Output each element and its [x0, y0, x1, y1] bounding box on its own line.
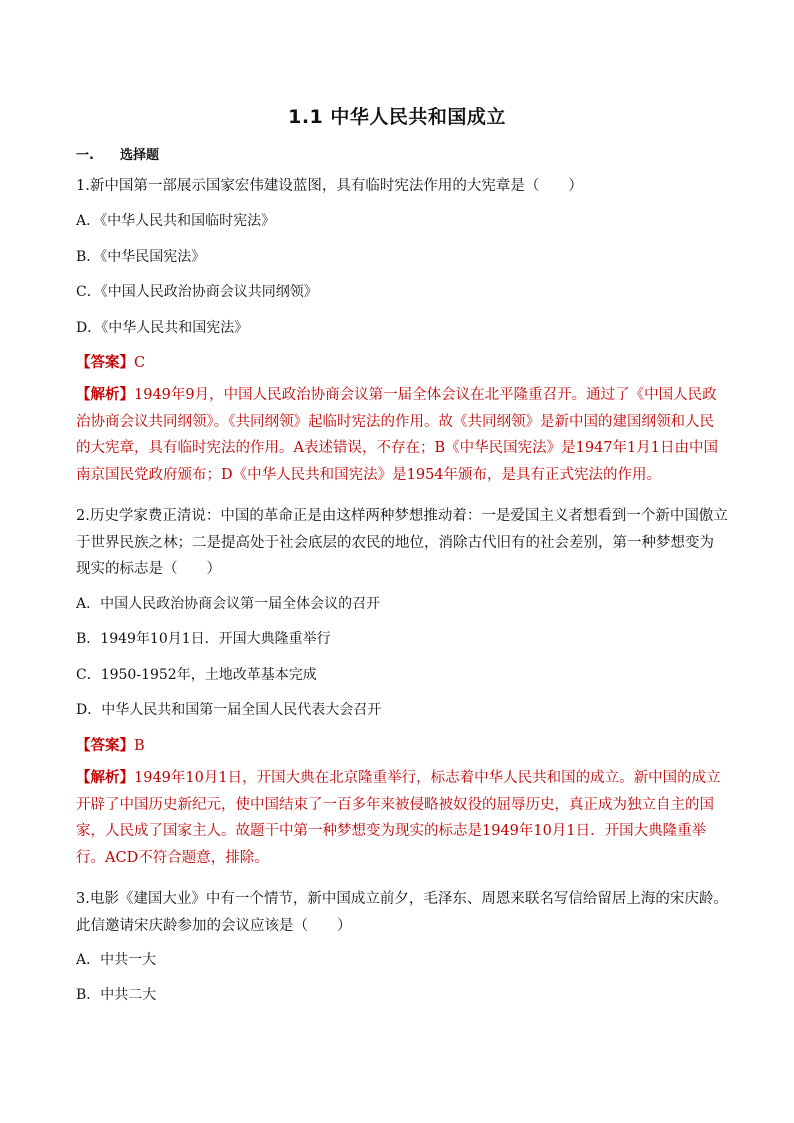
question-3-option-b: B．中共二大 [76, 987, 157, 1003]
question-1-option-a: A．《中华人民共和国临时宪法》 [76, 213, 276, 229]
question-2-option-c: C．1950-1952年，土地改革基本完成 [76, 667, 317, 683]
question-1-analysis [76, 382, 728, 488]
page-title: 1.1 中华人民共和国成立 [288, 106, 506, 128]
question-1-option-b: B．《中华民国宪法》 [76, 249, 206, 265]
question-3-option-a: A．中共一大 [76, 952, 157, 968]
question-2-analysis [76, 765, 728, 871]
question-2-option-b: B．1949年10月1日．开国大典隆重举行 [76, 631, 331, 647]
answer-tag: 【答案】 [76, 354, 134, 371]
section-number: 一. [76, 148, 94, 163]
question-2-option-a: A．中国人民政治协商会议第一届全体会议的召开 [76, 596, 381, 612]
answer-value: B [134, 738, 145, 754]
analysis-tag: 【解析】 [76, 386, 134, 403]
analysis-text: 1949年9月，中国人民政治协商会议第一届全体会议在北平隆重召开。通过了《中国人民政治协商会议共同纲领》。《共同纲领》起临时宪法的作用。故《共同纲领》是新中国的建国纲领和人民的大宪章，具有临时宪法的作用。A表述错误，不存在；B《中华民国宪法》是1947年1月1日由中国南京国民党政府颁布；D《中华人民共和国宪法》是1954年颁布，是具有正式宪法的作用。 [76, 387, 718, 483]
question-3-stem: 3.电影《建国大业》中有一个情节，新中国成立前夕，毛泽东、周恩来联名写信给留居上海的宋庆龄。此信邀请宋庆龄参加的会议应该是（ ） [76, 891, 728, 934]
question-1-answer [76, 353, 736, 373]
question-1-option-d: D．《中华人民共和国宪法》 [76, 320, 249, 336]
section-label: 选择题 [120, 148, 160, 163]
question-2-option-d: D．中华人民共和国第一届全国人民代表大会召开 [76, 702, 382, 718]
question-1-stem: 1.新中国第一部展示国家宏伟建设蓝图，具有临时宪法作用的大宪章是（ ） [76, 178, 583, 194]
question-2-stem: 2.历史学家费正清说：中国的革命正是由这样两种梦想推动着：一是爱国主义者想看到一个新中国傲立于世界民族之林；二是提高处于社会底层的农民的地位，消除古代旧有的社会差别，第一种梦想变为现实的标志是（ ） [76, 508, 728, 577]
analysis-tag: 【解析】 [76, 769, 134, 786]
answer-tag: 【答案】 [76, 737, 134, 754]
answer-value: C [134, 355, 146, 371]
analysis-text: 1949年10月1日，开国大典在北京隆重举行，标志着中华人民共和国的成立。新中国的成立开辟了中国历史新纪元，使中国结束了一百多年来被侵略被奴役的屈辱历史，真正成为独立自主的国家，人民成了国家主人。故题干中第一种梦想变为现实的标志是1949年10月1日．开国大典隆重举行。ACD不符合题意，排除。 [76, 770, 721, 866]
question-1-option-c: C．《中国人民政治协商会议共同纲领》 [76, 284, 318, 300]
question-2-answer [76, 736, 736, 756]
section-heading [76, 144, 159, 163]
